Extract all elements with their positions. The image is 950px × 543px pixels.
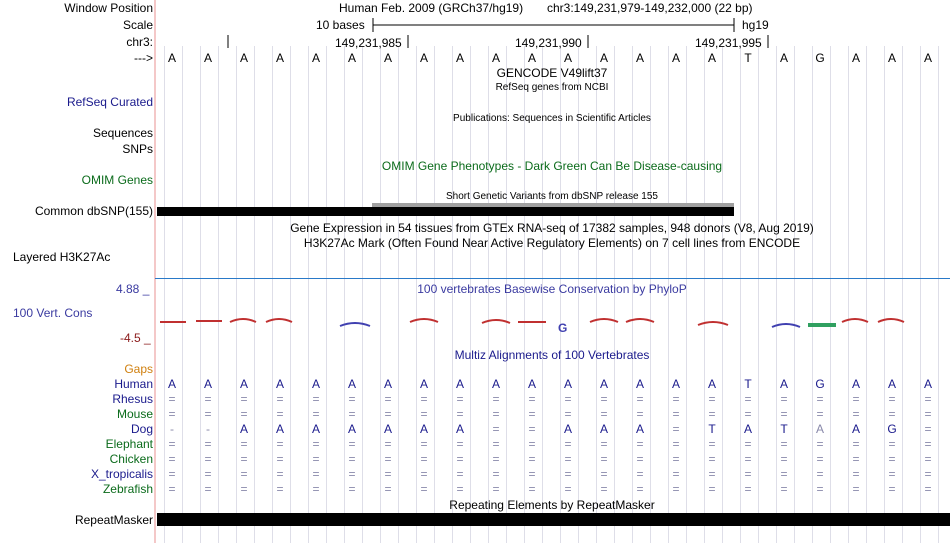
alignment-base: = <box>600 392 608 406</box>
alignment-base: A <box>563 377 573 391</box>
alignment-base: = <box>816 437 824 451</box>
omim-track-title[interactable]: OMIM Gene Phenotypes - Dark Green Can Be Disease-causing <box>381 159 723 173</box>
alignment-base: = <box>780 452 788 466</box>
alignment-base: A <box>563 422 573 436</box>
alignment-base: = <box>348 407 356 421</box>
alignment-base: = <box>348 437 356 451</box>
alignment-base: = <box>636 437 644 451</box>
publications-track-title[interactable]: Publications: Sequences in Scientific Articles <box>453 113 651 124</box>
reference-base: A <box>527 51 537 65</box>
alignment-base: = <box>744 437 752 451</box>
dbsnp-label[interactable]: Common dbSNP(155) <box>34 204 153 218</box>
alignment-base: = <box>708 452 716 466</box>
alignment-base: A <box>419 422 429 436</box>
alignment-base: = <box>600 467 608 481</box>
alignment-base: = <box>240 452 248 466</box>
alignment-base: = <box>420 437 428 451</box>
alignment-base: = <box>492 467 500 481</box>
alignment-base: = <box>780 437 788 451</box>
alignment-base: = <box>420 452 428 466</box>
alignment-base: = <box>168 437 176 451</box>
multiz-track-title[interactable]: Multiz Alignments of 100 Vertebrates <box>454 348 650 362</box>
alignment-base: A <box>239 422 249 436</box>
alignment-base: T <box>780 422 788 436</box>
cons-logo-glyph <box>808 323 836 327</box>
reference-base: A <box>671 51 681 65</box>
tick-label-2: 149,231,990 <box>515 36 582 50</box>
alignment-base: = <box>564 467 572 481</box>
alignment-base: = <box>312 452 320 466</box>
alignment-base: = <box>564 452 572 466</box>
alignment-base: = <box>744 482 752 496</box>
alignment-base: = <box>168 452 176 466</box>
alignment-base: = <box>204 407 212 421</box>
alignment-base: = <box>420 407 428 421</box>
alignment-base: = <box>240 437 248 451</box>
alignment-base: = <box>456 392 464 406</box>
gtex-track-title[interactable]: Gene Expression in 54 tissues from GTEx RNA-seq of 17382 samples, 948 donors (V8, Aug 2019) <box>290 221 814 235</box>
alignment-base: = <box>240 482 248 496</box>
species-label[interactable]: Zebrafish <box>102 482 153 496</box>
alignment-base: A <box>311 422 321 436</box>
tick-label-1: 149,231,985 <box>335 36 402 50</box>
alignment-base: = <box>744 407 752 421</box>
alignment-base: = <box>816 467 824 481</box>
species-label[interactable]: Dog <box>130 422 153 436</box>
alignment-base: = <box>312 437 320 451</box>
alignment-base: = <box>384 437 392 451</box>
species-label[interactable]: Mouse <box>116 407 153 421</box>
alignment-base: = <box>168 467 176 481</box>
cons-max-label: 4.88 _ <box>116 282 150 296</box>
alignment-base: = <box>636 482 644 496</box>
alignment-base: = <box>816 452 824 466</box>
cons-label[interactable]: 100 Vert. Cons <box>13 306 93 320</box>
reference-base: G <box>815 51 825 65</box>
repeat-track-title[interactable]: Repeating Elements by RepeatMasker <box>449 498 655 512</box>
cons-mark <box>698 322 728 325</box>
alignment-base: = <box>528 467 536 481</box>
alignment-base: A <box>455 377 465 391</box>
alignment-base: = <box>456 452 464 466</box>
species-label[interactable]: Chicken <box>109 452 153 466</box>
alignment-base: = <box>456 467 464 481</box>
alignment-base: = <box>924 482 932 496</box>
cons-mark <box>410 319 438 322</box>
reference-base: A <box>239 51 249 65</box>
cons-mark <box>590 319 618 322</box>
alignment-base: = <box>852 467 860 481</box>
cons-mark <box>626 319 654 322</box>
alignment-base: = <box>276 467 284 481</box>
cons-mark <box>266 319 292 322</box>
alignment-base: A <box>491 377 501 391</box>
alignment-base: = <box>528 407 536 421</box>
sequences-label[interactable]: Sequences <box>92 126 153 140</box>
alignment-base: = <box>528 392 536 406</box>
cons-mark <box>482 320 510 323</box>
alignment-base: = <box>600 482 608 496</box>
alignment-base: = <box>672 422 680 436</box>
alignment-base: A <box>743 422 753 436</box>
alignment-base: A <box>599 377 609 391</box>
reference-base: T <box>744 51 752 65</box>
alignment-base: = <box>204 392 212 406</box>
chrom-label: chr3: <box>126 35 153 49</box>
alignment-base: = <box>312 482 320 496</box>
alignment-base: = <box>240 392 248 406</box>
alignment-base: A <box>275 377 285 391</box>
alignment-base: A <box>851 422 861 436</box>
h3k27-track-title[interactable]: H3K27Ac Mark (Often Found Near Active Regulatory Elements) on 7 cell lines from ENCODE <box>303 236 801 250</box>
alignment-base: A <box>275 422 285 436</box>
alignment-base: = <box>492 437 500 451</box>
alignment-base: = <box>240 467 248 481</box>
alignment-base: = <box>888 392 896 406</box>
alignment-base: = <box>744 452 752 466</box>
alignment-base: = <box>672 482 680 496</box>
scale-label: Scale <box>122 18 153 32</box>
alignment-base: = <box>924 452 932 466</box>
alignment-base: = <box>636 392 644 406</box>
alignment-base: A <box>707 377 717 391</box>
alignment-base: = <box>276 407 284 421</box>
alignment-base: = <box>456 437 464 451</box>
alignment-base: = <box>780 392 788 406</box>
alignment-base: = <box>384 407 392 421</box>
window-position-label: Window Position <box>64 1 153 15</box>
cons-logo-glyph: G <box>558 321 568 335</box>
alignment-base: = <box>636 452 644 466</box>
cons-min-label: -4.5 _ <box>120 331 151 345</box>
alignment-base: = <box>204 452 212 466</box>
alignment-base: T <box>708 422 716 436</box>
alignment-base: A <box>383 377 393 391</box>
alignment-base: = <box>420 392 428 406</box>
alignment-base: A <box>635 377 645 391</box>
alignment-base: = <box>888 482 896 496</box>
alignment-base: = <box>744 392 752 406</box>
alignment-base: = <box>204 482 212 496</box>
alignment-base: = <box>492 407 500 421</box>
alignment-base: A <box>347 422 357 436</box>
phylop-track-title[interactable]: 100 vertebrates Basewise Conservation by PhyloP <box>417 282 687 296</box>
reference-base: A <box>491 51 501 65</box>
alignment-base: = <box>852 452 860 466</box>
alignment-base: = <box>276 482 284 496</box>
alignment-base: = <box>168 392 176 406</box>
alignment-base: = <box>924 407 932 421</box>
alignment-base: = <box>708 437 716 451</box>
alignment-base: = <box>564 437 572 451</box>
alignment-base: = <box>924 467 932 481</box>
alignment-base: = <box>528 437 536 451</box>
alignment-base: = <box>852 407 860 421</box>
alignment-base: = <box>564 407 572 421</box>
reference-base: A <box>311 51 321 65</box>
alignment-base: = <box>348 392 356 406</box>
alignment-base: = <box>924 422 932 436</box>
alignment-base: = <box>312 467 320 481</box>
alignment-base: = <box>456 407 464 421</box>
assembly-text: Human Feb. 2009 (GRCh37/hg19) <box>339 1 524 15</box>
alignment-base: A <box>311 377 321 391</box>
alignment-base: A <box>167 377 177 391</box>
reference-base: A <box>347 51 357 65</box>
alignment-base: = <box>420 467 428 481</box>
alignment-base: A <box>347 377 357 391</box>
alignment-base: = <box>384 467 392 481</box>
alignment-base: A <box>383 422 393 436</box>
scale-db: hg19 <box>742 18 769 32</box>
reference-base: A <box>455 51 465 65</box>
alignment-base: = <box>924 437 932 451</box>
alignment-base: = <box>780 482 788 496</box>
cons-mark <box>772 324 800 327</box>
reference-base: A <box>707 51 717 65</box>
alignment-base: A <box>419 377 429 391</box>
alignment-base: = <box>888 467 896 481</box>
alignment-base: = <box>348 467 356 481</box>
snps-label[interactable]: SNPs <box>122 142 153 156</box>
reference-base: A <box>851 51 861 65</box>
alignment-base: = <box>348 452 356 466</box>
alignment-base: = <box>456 482 464 496</box>
alignment-base: = <box>312 392 320 406</box>
repeatmasker-label[interactable]: RepeatMasker <box>74 513 153 527</box>
reference-base: A <box>167 51 177 65</box>
alignment-base: = <box>348 482 356 496</box>
alignment-base: = <box>240 407 248 421</box>
dbsnp-track-title[interactable]: Short Genetic Variants from dbSNP release 155 <box>446 191 658 202</box>
alignment-base: = <box>384 392 392 406</box>
alignment-base: A <box>923 377 933 391</box>
alignment-base: = <box>600 407 608 421</box>
repeatmasker-feature-bar[interactable] <box>157 513 950 526</box>
alignment-base: A <box>455 422 465 436</box>
gencode-track-title[interactable]: GENCODE V49lift37 <box>496 66 608 80</box>
alignment-base: = <box>852 392 860 406</box>
strand-label: ---> <box>134 51 153 65</box>
reference-base: A <box>275 51 285 65</box>
alignment-base: = <box>276 437 284 451</box>
alignment-base: A <box>851 377 861 391</box>
alignment-base: = <box>888 452 896 466</box>
alignment-base: = <box>636 407 644 421</box>
alignment-base: - <box>170 422 174 436</box>
alignment-base: = <box>888 407 896 421</box>
alignment-base: A <box>239 377 249 391</box>
alignment-base: = <box>492 422 500 436</box>
alignment-base: = <box>672 407 680 421</box>
alignment-base: = <box>564 392 572 406</box>
alignment-base: = <box>672 467 680 481</box>
alignment-base: = <box>276 452 284 466</box>
alignment-base: = <box>528 482 536 496</box>
cons-mark <box>340 323 370 326</box>
alignment-base: = <box>168 407 176 421</box>
alignment-base: = <box>312 407 320 421</box>
alignment-base: = <box>384 452 392 466</box>
alignment-base: = <box>816 407 824 421</box>
alignment-base: A <box>671 377 681 391</box>
cons-mark <box>230 319 256 322</box>
alignment-base: = <box>384 482 392 496</box>
alignment-base: = <box>636 467 644 481</box>
species-label[interactable]: X_tropicalis <box>90 467 153 481</box>
alignment-base: = <box>708 467 716 481</box>
alignment-base: = <box>672 392 680 406</box>
reference-base: A <box>203 51 213 65</box>
alignment-base: = <box>708 407 716 421</box>
gaps-label[interactable]: Gaps <box>124 362 153 376</box>
alignment-base: = <box>600 452 608 466</box>
h3k27-label[interactable]: Layered H3K27Ac <box>13 250 111 264</box>
alignment-base: A <box>815 422 825 436</box>
alignment-base: = <box>708 482 716 496</box>
tick-label-3: 149,231,995 <box>695 36 762 50</box>
alignment-base: = <box>600 437 608 451</box>
alignment-base: A <box>527 377 537 391</box>
alignment-base: G <box>887 422 897 436</box>
alignment-base: = <box>852 437 860 451</box>
alignment-base: = <box>204 467 212 481</box>
species-label[interactable]: Elephant <box>105 437 153 451</box>
reference-base: A <box>635 51 645 65</box>
cons-mark <box>878 319 904 322</box>
alignment-base: A <box>203 377 213 391</box>
alignment-base: = <box>492 392 500 406</box>
alignment-base: = <box>528 422 536 436</box>
alignment-base: = <box>708 392 716 406</box>
alignment-base: = <box>168 482 176 496</box>
alignment-base: = <box>276 392 284 406</box>
alignment-base: A <box>635 422 645 436</box>
alignment-base: = <box>852 482 860 496</box>
alignment-base: = <box>780 467 788 481</box>
alignment-base: = <box>528 452 536 466</box>
alignment-base: G <box>815 377 825 391</box>
reference-base: A <box>383 51 393 65</box>
alignment-base: = <box>888 437 896 451</box>
alignment-base: = <box>780 407 788 421</box>
scale-text: 10 bases <box>316 18 365 32</box>
alignment-base: A <box>599 422 609 436</box>
alignment-base: = <box>744 467 752 481</box>
cons-mark <box>842 319 868 322</box>
refseq-curated-label[interactable]: RefSeq Curated <box>66 95 153 109</box>
alignment-base: - <box>206 422 210 436</box>
position-text[interactable]: chr3:149,231,979-149,232,000 (22 bp) <box>547 1 753 15</box>
alignment-base: = <box>420 482 428 496</box>
alignment-base: = <box>492 482 500 496</box>
reference-base: A <box>779 51 789 65</box>
reference-base: A <box>887 51 897 65</box>
alignment-base: A <box>779 377 789 391</box>
alignment-base: = <box>672 437 680 451</box>
species-label[interactable]: Rhesus <box>112 392 153 406</box>
alignment-base: = <box>816 392 824 406</box>
alignment-base: = <box>564 482 572 496</box>
alignment-base: A <box>887 377 897 391</box>
alignment-base: T <box>744 377 752 391</box>
alignment-base: = <box>492 452 500 466</box>
species-label[interactable]: Human <box>114 377 153 391</box>
alignment-base: = <box>204 437 212 451</box>
omim-genes-label[interactable]: OMIM Genes <box>81 173 153 187</box>
reference-base: A <box>419 51 429 65</box>
reference-base: A <box>923 51 933 65</box>
alignment-base: = <box>672 452 680 466</box>
alignment-base: = <box>816 482 824 496</box>
reference-base: A <box>563 51 573 65</box>
reference-base: A <box>599 51 609 65</box>
alignment-base: = <box>924 392 932 406</box>
refseq-track-title[interactable]: RefSeq genes from NCBI <box>495 82 609 93</box>
